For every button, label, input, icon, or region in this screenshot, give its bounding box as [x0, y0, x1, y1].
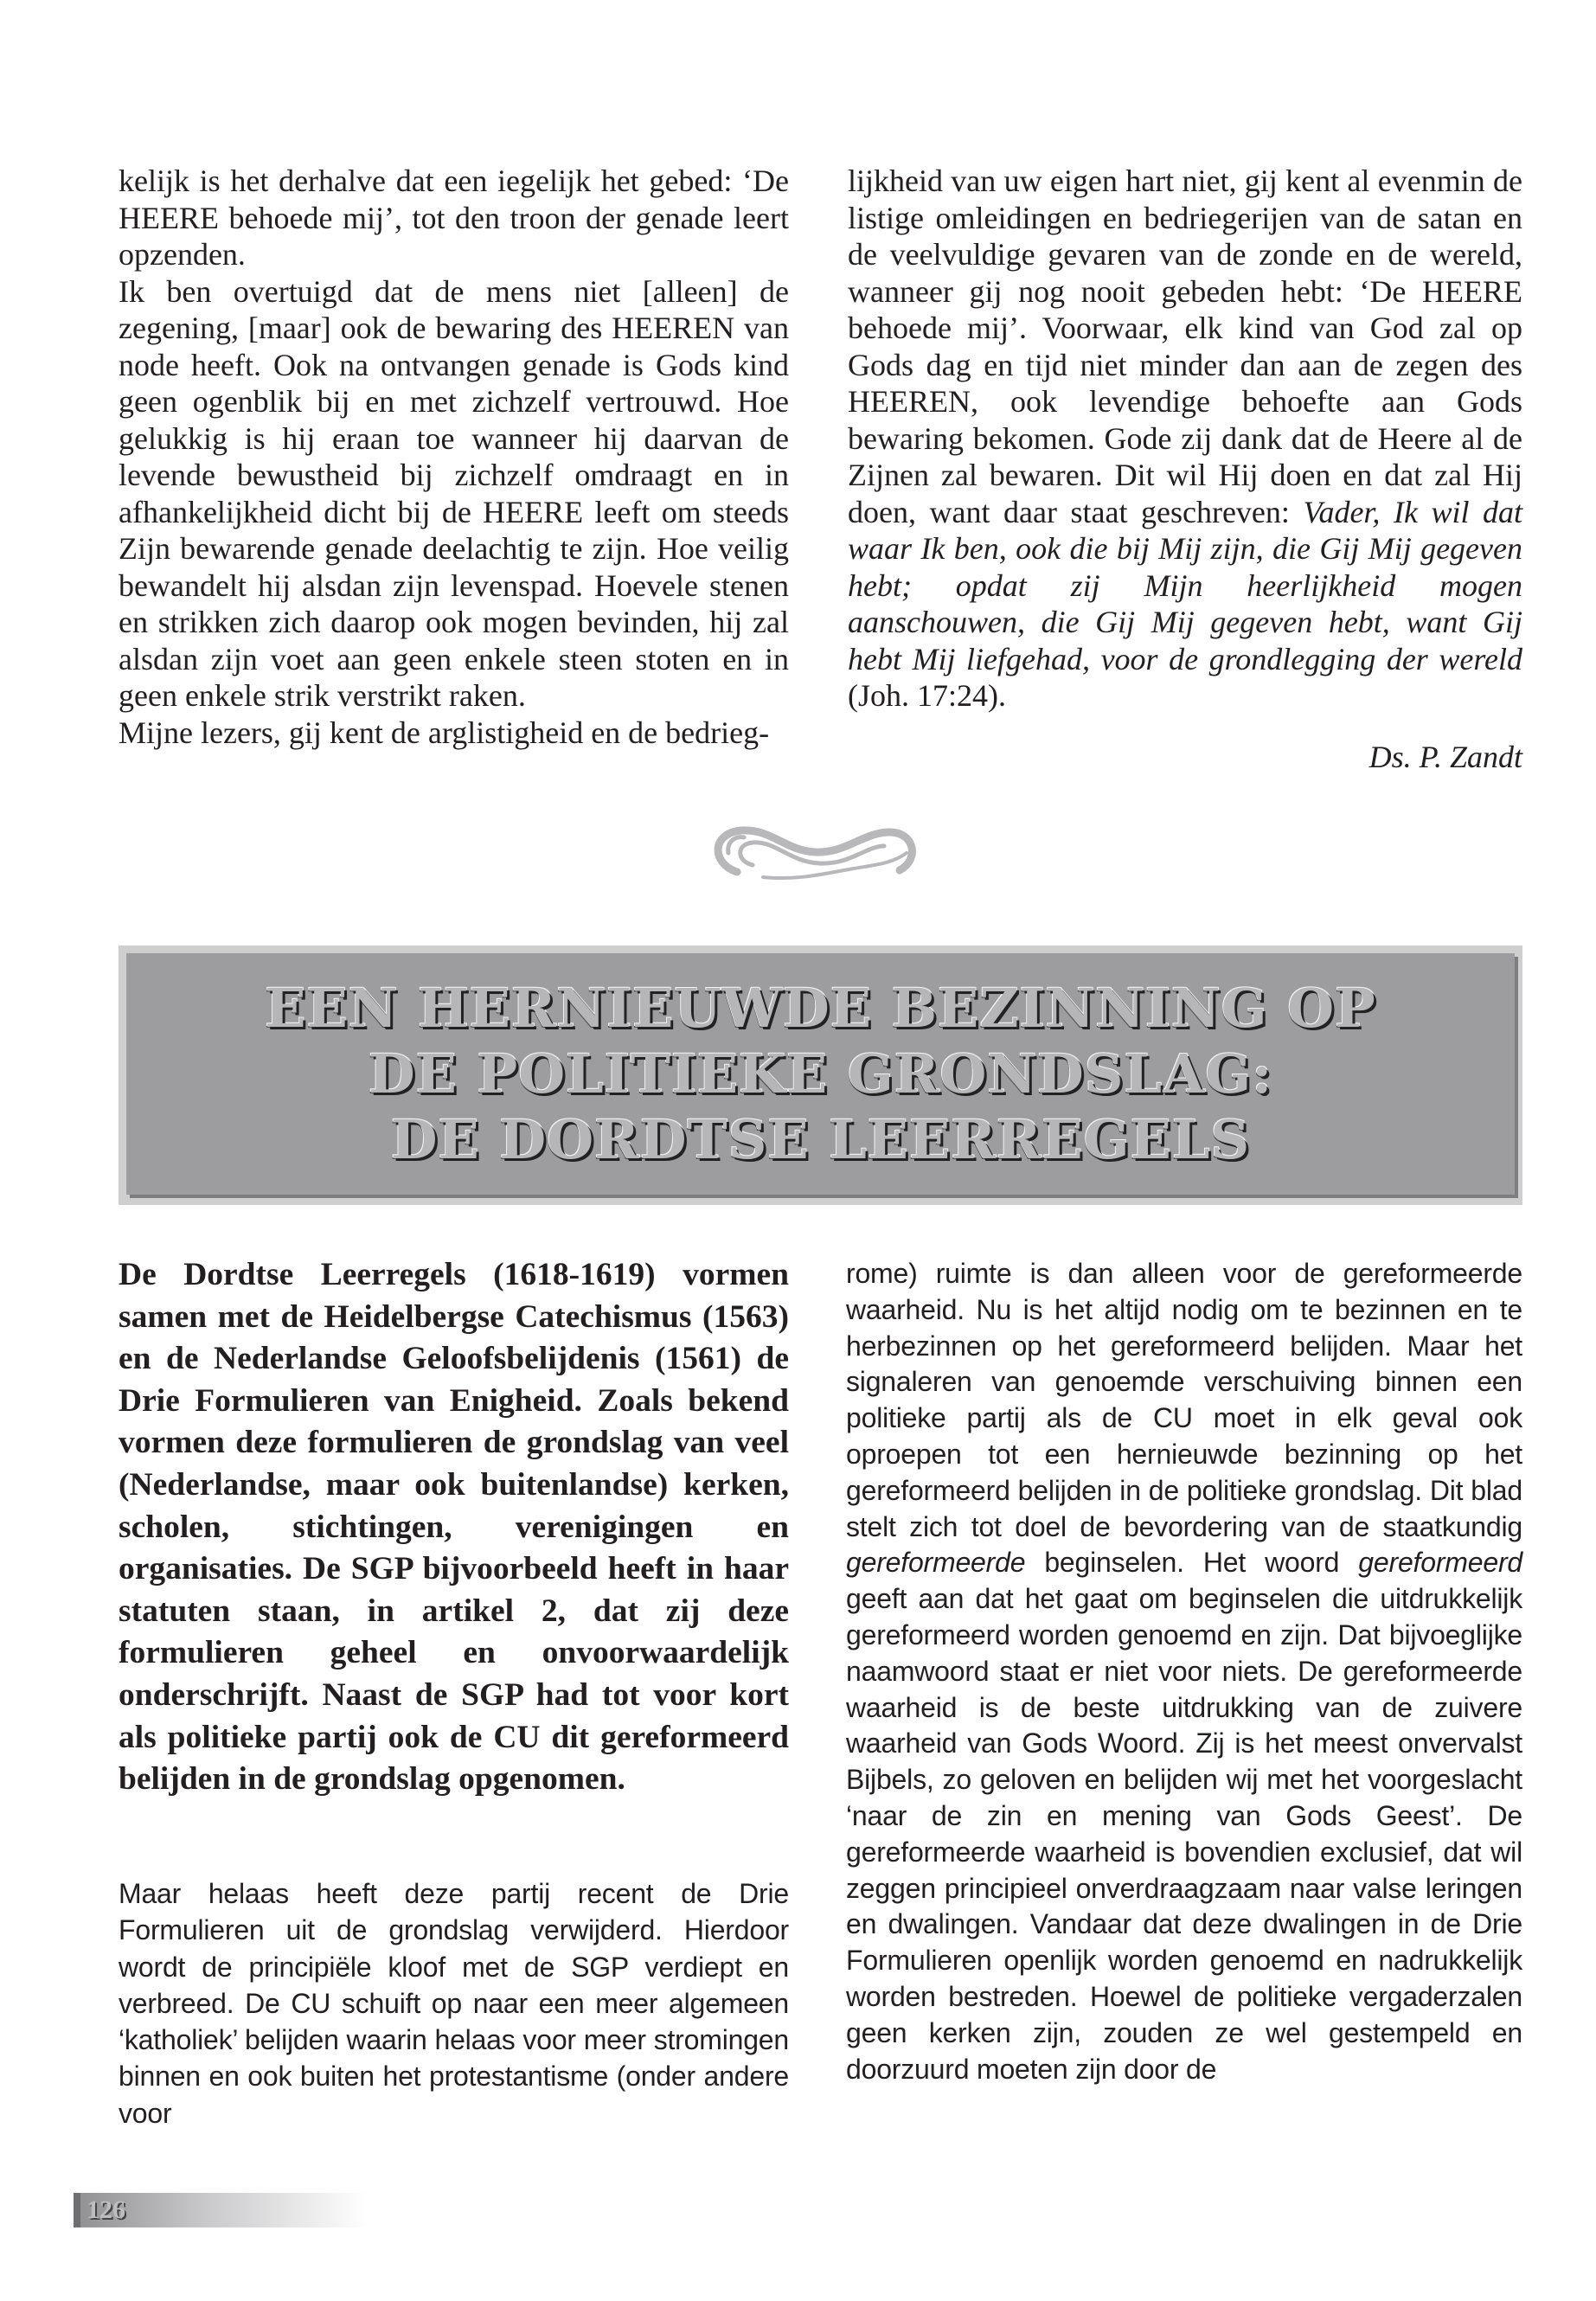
article-title-box — [119, 945, 1522, 1205]
article-title — [126, 953, 1515, 1195]
bible-reference: (Joh. 17:24). — [848, 678, 1006, 713]
text: rome) ruimte is dan alleen voor de gereformeerde waarheid. Nu is het altijd nodig om te bezinnen en te herbezinnen op het gereformeerd belijden. Maar het signaleren van genoemde verschuiving binnen een politieke partij als de CU moet in elk geval ook oproepen tot een hernieuwde bezinning op het gereformeerd belijden in de politieke grondslag. Dit blad stelt zich tot doel de bevordering van de staatkundig — [846, 1258, 1522, 1542]
text: beginselen. Het woord — [1025, 1547, 1359, 1579]
paragraph: Mijne lezers, gij kent de arglistigheid en de bedrieg- — [119, 715, 770, 750]
text: lijkheid van uw eigen hart niet, gij kent al evenmin de listige omleidingen en bedriegerijen van de satan en de veelvuldige gevaren van de zonde en de wereld, wanneer gij nog nooit gebeden hebt: ‘De HEERE behoede mij’. Voorwaar, elk kind van God zal op Gods dag en tijd niet minder dan aan de zegen des HEEREN, ook levendige behoefte aan Gods bewaring bekomen. Gode zij dank dat de Heere al de Zijnen zal bewaren. Dit wil Hij doen en dat zal Hij doen, want daar staat geschreven: — [848, 163, 1522, 529]
paragraph — [846, 1256, 1522, 2087]
title-line: DE POLITIEKE GRONDSLAG: — [368, 1042, 1273, 1106]
italic-term: gereformeerde — [846, 1547, 1026, 1579]
title-line: EEN HERNIEUWDE BEZINNING OP — [265, 976, 1376, 1040]
author-signature: Ds. P. Zandt — [1368, 739, 1522, 774]
top-right-column — [848, 163, 1522, 775]
footer-bar-edge — [74, 2193, 80, 2227]
paragraph — [848, 163, 1522, 715]
lead-paragraph — [119, 1254, 789, 1801]
bible-quote: Vader, Ik wil dat waar Ik ben, ook die bij Mij zijn, die Gij Mij gegeven hebt; opdat zij Mijn heerlijkheid mogen aanschouwen, die Gij Mij gegeven hebt, want Gij hebt Mij liefgehad, voor de grondlegging der wereld — [848, 494, 1523, 676]
title-line: DE DORDTSE LEERREGELS — [390, 1107, 1251, 1171]
flourish-ornament-icon — [702, 811, 927, 894]
body-right-column — [846, 1256, 1522, 2087]
paragraph: kelijk is het derhalve dat een iegelijk het gebed: ‘De HEERE behoede mij’, tot den troon der genade leert opzenden. — [119, 163, 789, 272]
page-number: 126 — [87, 2195, 125, 2224]
top-left-column — [119, 163, 789, 751]
italic-term: gereformeerd — [1358, 1547, 1522, 1579]
text: geeft aan dat het gaat om beginselen die uitdrukkelijk gereformeerd worden genoemd en zijn. Dat bijvoeglijke naamwoord staat er niet voor niets. De gereformeerde waarheid is de beste uitdrukking van de zuivere waarheid van Gods Woord. Zij is het meest onvervalst Bijbels, zo geloven en belijden wij met het voorgeslacht ‘naar de zin en mening van Gods Geest’. De gereformeerde waarheid is bovendien exclusief, dat wil zeggen principieel onverdraagzaam naar valse leringen en dwalingen. Vandaar dat deze dwalingen in de Drie Formulieren openlijk worden genoemd en nadrukkelijk worden bestreden. Hoewel de politieke vergaderzalen geen kerken zijn, zouden ze wel gestempeld en doorzuurd moeten zijn door de — [846, 1583, 1522, 2085]
lead-text: De Dordtse Leerregels (1618-1619) vormen samen met de Heidelbergse Catechismus (1563) en de Nederlandse Geloofsbelijdenis (1561) de Drie Formulieren van Enigheid. Zoals bekend vormen deze formulieren de grondslag van veel (Nederlandse, maar ook buitenlandse) kerken, scholen, stichtingen, verenigingen en organisaties. De SGP bijvoorbeeld heeft in haar statuten staan, in artikel 2, dat zij deze formulieren geheel en onvoorwaardelijk onderschrijft. Naast de SGP had tot voor kort als politieke partij ook de CU dit gereformeerd belijden in de grondslag opgenomen. — [119, 1257, 789, 1798]
paragraph: Ik ben overtuigd dat de mens niet [alleen] de zegening, [maar] ook de bewaring des HEEREN van node heeft. Ook na ontvangen genade is Gods kind geen ogenblik bij en met zichzelf vertrouwd. Hoe gelukkig is hij eraan toe wanneer hij daarvan de levende bewustheid bij zichzelf omdraagt en in afhankelijkheid dicht bij de HEERE leeft om steeds Zijn bewarende genade deelachtig te zijn. Hoe veilig bewandelt hij alsdan zijn levenspad. Hoevele stenen en strikken zich daarop ook mogen bevinden, hij zal alsdan zijn voet aan geen enkele steen stoten en in geen enkele strik verstrikt raken. — [119, 273, 789, 713]
paragraph: Maar helaas heeft deze partij recent de Drie Formulieren uit de grondslag verwijderd. Hierdoor wordt de principiële kloof met de SGP verdiept en verbreed. De CU schuift op naar een meer algemeen ‘katholiek’ belijden waarin helaas voor meer stromingen binnen en ook buiten het protestantisme (onder andere voor — [119, 1878, 789, 2129]
body-left-column — [119, 1875, 789, 2131]
